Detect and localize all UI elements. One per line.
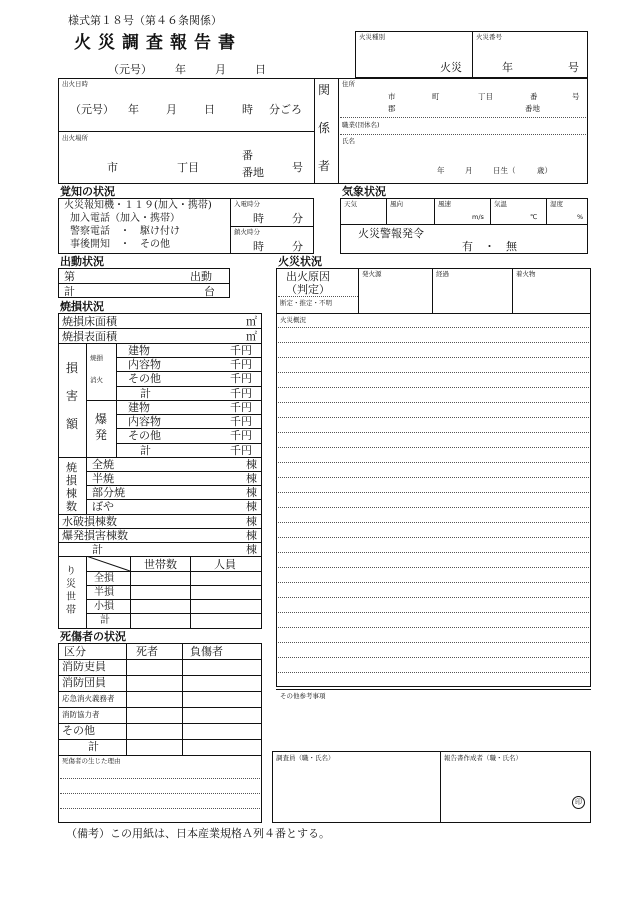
place-label: 出火場所 — [62, 134, 88, 142]
loss-yen-unit: 千円 — [230, 344, 252, 357]
casualty-col-injured: 負傷者 — [190, 645, 223, 658]
dt-month: 月 — [166, 103, 177, 116]
casualty-row-label: 応急消火義務者 — [62, 694, 115, 703]
building-row-unit: 棟 — [246, 500, 257, 513]
date-month: 月 — [215, 63, 226, 76]
building-total-unit: 棟 — [246, 543, 257, 556]
footer-note: （備考）この用紙は、日本産業規格Ａ列４番とする。 — [66, 827, 330, 840]
household-row-total: 計 — [100, 615, 110, 626]
place-go: 号 — [292, 161, 303, 174]
outline-line — [278, 627, 589, 628]
household-row-full: 全損 — [94, 573, 114, 584]
fire-loss-group: 焼損 — [90, 354, 103, 362]
loss-label-2: 害 — [66, 389, 79, 403]
weather-col-wind-dir: 風向 — [390, 200, 403, 208]
outline-line — [278, 447, 589, 448]
outline-line — [278, 582, 589, 583]
occupation-label: 職業(団体名) — [342, 121, 380, 129]
household-col-persons: 人員 — [214, 558, 236, 571]
household-row-half: 半損 — [94, 587, 114, 598]
surface-area-unit: ㎡ — [246, 330, 257, 343]
investigator-label: 調査員（職・氏名） — [276, 754, 335, 762]
loss-yen-unit: 千円 — [230, 444, 252, 457]
outline-line — [278, 432, 589, 433]
casualty-col-dead: 死者 — [136, 645, 158, 658]
dt-era: （元号） — [70, 103, 114, 116]
detect-method-2: 加入電話（加入・携帯） — [70, 213, 180, 224]
building-row-unit: 棟 — [246, 458, 257, 471]
seal-mark: 印 — [572, 796, 585, 809]
place-chome: 丁目 — [177, 161, 199, 174]
birth-age: 歳） — [537, 166, 552, 175]
fire-loss-group-2: 消火 — [90, 376, 103, 384]
building-total-label: 計 — [92, 543, 103, 556]
other-notes-label: その他参考事項 — [280, 692, 326, 700]
damage-heading: 焼損状況 — [60, 300, 104, 313]
casualty-row-label: その他 — [62, 724, 95, 737]
loss-item-label: 内容物 — [128, 415, 161, 428]
place-banchi: 番地 — [242, 166, 264, 179]
date-era: （元号） — [108, 63, 152, 76]
dispatch-row-1-label: 第 — [64, 270, 75, 283]
weather-heading: 気象状況 — [342, 185, 386, 198]
casualty-row-label: 消防吏員 — [62, 660, 106, 673]
fire-type-suffix: 火災 — [440, 61, 462, 74]
casualties-heading: 死傷者の状況 — [60, 630, 126, 643]
casualty-col-category: 区分 — [64, 645, 86, 658]
casualty-row-line — [58, 707, 262, 708]
outline-line — [278, 492, 589, 493]
dt-year: 年 — [128, 103, 139, 116]
outline-line — [278, 642, 589, 643]
document-title: 火災調査報告書 — [74, 33, 242, 53]
name-label: 氏名 — [342, 137, 355, 145]
cause-label-2: （判定） — [286, 283, 330, 296]
cause-col-material: 着火物 — [516, 270, 536, 278]
party-label-1: 関 — [318, 83, 331, 97]
date-day: 日 — [255, 63, 266, 76]
detect-method-3: 警察電話 ・ 駆け付け — [70, 226, 180, 237]
blast-damage-unit: 棟 — [246, 529, 257, 542]
building-row-unit: 棟 — [246, 486, 257, 499]
cause-label-1: 出火原因 — [286, 270, 330, 283]
dispatch-heading: 出動状況 — [60, 255, 104, 268]
loss-yen-unit: 千円 — [230, 429, 252, 442]
fire-warning-options: 有 ・ 無 — [462, 240, 517, 253]
household-label-3: 世 — [66, 592, 76, 603]
weather-col-humidity: 湿度 — [550, 200, 563, 208]
blast-group-2: 発 — [95, 428, 108, 442]
ext-minute: 分 — [292, 240, 303, 253]
outline-line — [278, 552, 589, 553]
loss-item-label: 内容物 — [128, 358, 161, 371]
loss-yen-unit: 千円 — [230, 387, 252, 400]
water-damage-unit: 棟 — [246, 515, 257, 528]
addr-city: 市 — [388, 92, 396, 101]
detect-method-1: 火災報知機・１１９(加入・携帯) — [64, 200, 212, 211]
building-row-label: 全焼 — [92, 458, 114, 471]
place-ban: 番 — [242, 149, 253, 162]
outline-line — [278, 477, 589, 478]
household-col-count: 世帯数 — [144, 558, 177, 571]
address-label: 住所 — [342, 80, 355, 88]
blast-damage-label: 爆発損害棟数 — [62, 529, 128, 542]
outline-line — [278, 567, 589, 568]
loss-label-1: 損 — [66, 361, 79, 375]
blast-group-1: 爆 — [95, 412, 108, 426]
addr-banchi: 番地 — [525, 104, 540, 113]
detect-hour: 時 — [253, 212, 264, 225]
household-header-diagonal — [86, 556, 130, 571]
detect-time-label: 入電時分 — [234, 200, 260, 208]
weather-col-temp: 気温 — [494, 200, 507, 208]
floor-area-label: 焼損床面積 — [62, 315, 117, 328]
dispatch-row-2-label: 計 — [64, 285, 75, 298]
fire-warning-label: 火災警報発令 — [358, 227, 424, 240]
bldg-label-1: 焼 — [66, 461, 77, 474]
dt-minute: 分ごろ — [269, 103, 302, 116]
cause-heading: 火災状況 — [278, 255, 322, 268]
detection-heading: 覚知の状況 — [60, 185, 115, 198]
bldg-label-3: 棟 — [66, 487, 77, 500]
detect-minute: 分 — [292, 212, 303, 225]
building-row-label: 半焼 — [92, 472, 114, 485]
cause-judgment: 断定・推定・不明 — [280, 299, 332, 307]
addr-gun: 郡 — [388, 104, 396, 113]
addr-chome: 丁目 — [478, 92, 493, 101]
outline-line — [278, 597, 589, 598]
outline-line — [278, 327, 589, 328]
detect-method-4: 事後開知 ・ その他 — [70, 239, 170, 250]
fire-type-label: 火災種別 — [359, 33, 385, 41]
dispatch-row-2-unit: 台 — [204, 285, 215, 298]
building-row-label: 部分焼 — [92, 486, 125, 499]
loss-item-label: 計 — [140, 444, 151, 457]
weather-col-sky: 天気 — [344, 200, 357, 208]
unit-percent: % — [577, 213, 584, 221]
outline-line — [278, 672, 589, 673]
dispatch-row-1-unit: 出動 — [190, 270, 212, 283]
fire-no-label: 火災番号 — [476, 33, 502, 41]
outline-line — [278, 462, 589, 463]
extinguish-time-label: 鎮火時分 — [234, 228, 260, 236]
outline-line — [278, 612, 589, 613]
outline-line — [278, 342, 589, 343]
fire-no-number: 号 — [568, 61, 579, 74]
cause-col-source: 発火源 — [362, 270, 382, 278]
place-city: 市 — [107, 161, 118, 174]
household-label-1: り — [66, 566, 76, 577]
loss-item-label: 計 — [140, 387, 151, 400]
casualty-row-label: 計 — [88, 740, 99, 753]
water-damage-label: 水破損棟数 — [62, 515, 117, 528]
loss-item-label: 建物 — [128, 344, 150, 357]
outline-line — [278, 657, 589, 658]
outline-line — [278, 387, 589, 388]
addr-ban: 番 — [530, 92, 538, 101]
outline-line — [278, 507, 589, 508]
loss-yen-unit: 千円 — [230, 372, 252, 385]
casualty-row-label: 消防団員 — [62, 676, 106, 689]
bldg-label-2: 損 — [66, 474, 77, 487]
household-row-small: 小損 — [94, 601, 114, 612]
unit-ms: m/s — [472, 213, 484, 221]
household-label-2: 災 — [66, 579, 76, 590]
loss-yen-unit: 千円 — [230, 401, 252, 414]
bldg-label-4: 数 — [66, 500, 77, 513]
household-label-4: 帯 — [66, 605, 76, 616]
loss-label-3: 額 — [66, 417, 79, 431]
casualty-reason-label: 死傷者の生じた理由 — [62, 757, 121, 765]
datetime-label: 出火日時 — [62, 80, 88, 88]
loss-yen-unit: 千円 — [230, 415, 252, 428]
casualty-row-line — [58, 691, 262, 692]
building-row-unit: 棟 — [246, 472, 257, 485]
date-year: 年 — [175, 63, 186, 76]
outline-line — [278, 402, 589, 403]
fire-no-year: 年 — [502, 61, 513, 74]
cause-col-process: 経過 — [436, 270, 449, 278]
surface-area-label: 焼損表面積 — [62, 330, 117, 343]
outline-line — [278, 522, 589, 523]
form-number: 様式第１８号（第４６条関係） — [68, 14, 222, 27]
loss-item-label: その他 — [128, 429, 161, 442]
author-label: 報告書作成者（職・氏名） — [444, 754, 522, 762]
outline-line — [278, 372, 589, 373]
birth-year: 年 — [437, 166, 445, 175]
weather-col-wind-speed: 風速 — [438, 200, 451, 208]
outline-line — [278, 417, 589, 418]
unit-celsius: ℃ — [530, 213, 538, 221]
party-label-3: 者 — [318, 159, 331, 173]
party-label-2: 係 — [318, 121, 331, 135]
dt-day: 日 — [204, 103, 215, 116]
ext-hour: 時 — [253, 240, 264, 253]
loss-item-label: その他 — [128, 372, 161, 385]
addr-go: 号 — [572, 92, 580, 101]
outline-label: 火災概況 — [280, 316, 306, 324]
loss-item-label: 建物 — [128, 401, 150, 414]
casualty-row-label: 消防協力者 — [62, 710, 100, 719]
loss-yen-unit: 千円 — [230, 358, 252, 371]
birth-month: 月 — [465, 166, 473, 175]
addr-town: 町 — [432, 92, 440, 101]
floor-area-unit: ㎡ — [246, 315, 257, 328]
dt-hour: 時 — [242, 103, 253, 116]
birth-day: 日生（ — [493, 166, 516, 175]
outline-line — [278, 357, 589, 358]
outline-line — [278, 537, 589, 538]
building-row-label: ぼや — [92, 500, 114, 513]
